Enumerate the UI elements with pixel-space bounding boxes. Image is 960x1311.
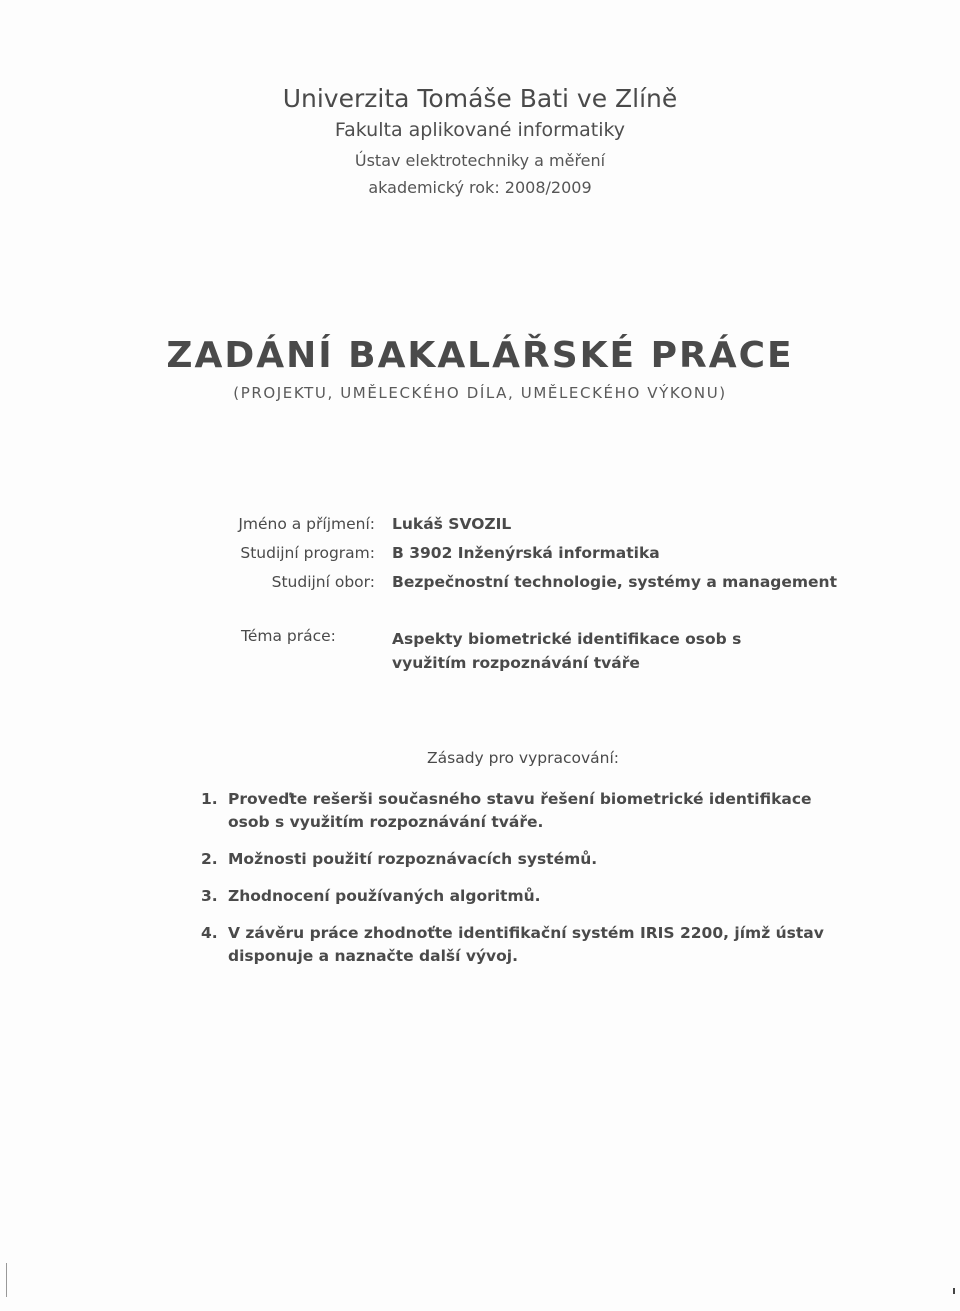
topic-label: Téma práce:	[241, 627, 336, 645]
field-value: Bezpečnostní technologie, systémy a management	[392, 573, 838, 591]
guideline-number: 1.	[201, 790, 218, 808]
guideline-text: Proveďte rešerši současného stavu řešení biometrické identifikace osob s využitím rozpoznávání tváře.	[228, 790, 812, 831]
guideline-text: Zhodnocení používaných algoritmů.	[228, 887, 541, 905]
name-value: Lukáš SVOZIL	[392, 515, 512, 533]
guideline-item	[201, 885, 841, 908]
guideline-item	[201, 788, 841, 834]
scan-artifact-line	[6, 1263, 7, 1297]
institute-name: Ústav elektrotechniky a měření	[354, 151, 606, 170]
guideline-item	[201, 922, 841, 968]
guideline-item	[201, 848, 841, 871]
program-label: Studijní program:	[240, 544, 375, 562]
guideline-text: Možnosti použití rozpoznávacích systémů.	[228, 850, 598, 868]
guideline-number: 2.	[201, 850, 218, 868]
guideline-text: V závěru práce zhodnoťte identifikační systém IRIS 2200, jímž ústav disponuje a naznačte další vývoj.	[228, 924, 824, 965]
guidelines-list	[201, 788, 841, 968]
topic-value: Aspekty biometrické identifikace osob s využitím rozpoznávání tváře	[392, 630, 742, 672]
guideline-number: 3.	[201, 887, 218, 905]
field-label: Studijní obor:	[271, 573, 375, 591]
document-subtitle: (PROJEKTU, UMĚLECKÉHO DÍLA, UMĚLECKÉHO VÝKONU)	[233, 384, 727, 402]
guidelines-heading: Zásady pro vypracování:	[427, 749, 619, 767]
academic-year: akademický rok: 2008/2009	[368, 178, 592, 197]
program-value: B 3902 Inženýrská informatika	[392, 544, 660, 562]
guideline-number: 4.	[201, 924, 218, 942]
document-title: ZADÁNÍ BAKALÁŘSKÉ PRÁCE	[166, 335, 794, 376]
faculty-name: Fakulta aplikované informatiky	[334, 119, 626, 141]
university-name: Univerzita Tomáše Bati ve Zlíně	[282, 84, 678, 113]
scan-artifact-dot	[953, 1288, 955, 1294]
name-label: Jméno a příjmení:	[238, 515, 375, 533]
